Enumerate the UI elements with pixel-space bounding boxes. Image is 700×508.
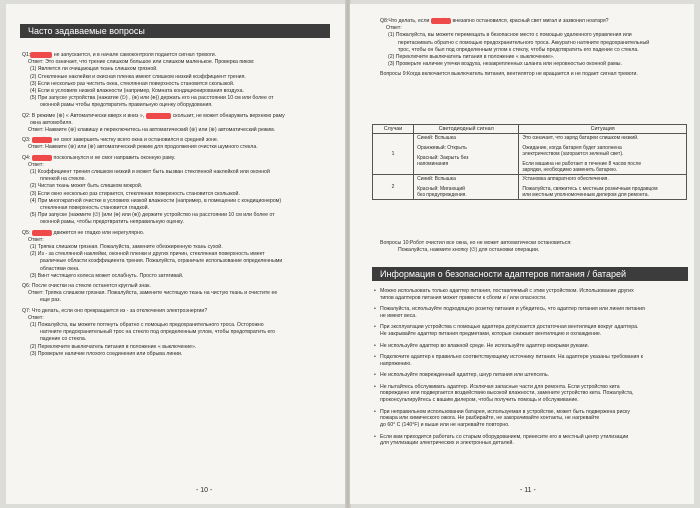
question-line [22, 230, 144, 237]
question-line [380, 18, 609, 25]
question-line [22, 283, 151, 290]
table-header-cell: Случаи [373, 125, 414, 134]
question-text: Q4: [22, 154, 32, 161]
question-text: Q8:Что делать, если [380, 18, 431, 24]
bullet-dot: • [374, 342, 376, 349]
answer-line: Ответ: [28, 236, 44, 243]
table-row [373, 134, 687, 175]
question-text: Q7: Что делать, если оно прекращается из - за отключения электроэнергии? [22, 307, 208, 314]
answer-item-line: трос, чтобы он был под определенным углом к стеклу, чтобы предотвратить его падение со стекла. [398, 46, 639, 53]
answer-item-line: (2) Из - за стеклянной наклейки, оконной пленки и других причин, стеклянная поверхность имеет [30, 251, 265, 258]
bullet-text-line: пожара или химического ожога. Не разбирайте, не закорачивайте контакты, не нагревайте [380, 415, 600, 422]
question-line [22, 113, 285, 120]
answer-item-line: (2) Чистая ткань может быть слишком мокрой. [30, 183, 143, 190]
led-signal-line: без предупреждения. [417, 192, 467, 198]
led-signal-line: Синий: Вспышка [417, 176, 456, 182]
answer-line: Ответ: [386, 25, 402, 32]
answer-item-line: (3) Если окно несколько раз стирается, стеклянная поверхность становится скользкой. [30, 190, 240, 197]
situation-line: Установка аппаратного обеспечения. [522, 176, 609, 182]
answer-item-line: оконной рамы чтобы предотвратить правильную оценку оборудования. [40, 102, 213, 109]
highlight-mark: Прибор [32, 229, 52, 236]
situation-cell [519, 175, 687, 200]
bullet-dot: • [374, 354, 376, 360]
led-signal-cell [414, 134, 519, 175]
situation-line: зарядки, необходимо заменить батарею. [522, 167, 618, 173]
bullet-text-line: При неправильном использовании батарея, используемая в устройстве, может быть подвержена риску [380, 408, 630, 415]
answer-item-line: (2) Переключите выключатель питания в положение « выключение». [30, 343, 197, 350]
answer-item-line: (1) Является ли очищающая ткань слишком грязной. [30, 66, 158, 73]
case-number: 1 [373, 134, 414, 175]
led-signal-line: Оранжевый: Открыть [417, 145, 467, 151]
bullet-dot: • [374, 288, 376, 294]
answer-item-line: областями окна. [40, 265, 80, 272]
situation-line: или местным уполномоченным дилером для ремонта. [522, 192, 649, 198]
left-page [6, 4, 346, 504]
highlight-mark: Прибор [431, 18, 451, 24]
answer-item-line: (2) Переключите выключатель питания в положение « выключение». [388, 54, 555, 60]
question-text: Вопросы 9:Когда включается выключатель питания, вентилятор не вращается и не подает сигнал тревоги. [380, 71, 638, 78]
answer-item-line: (1) Тряпка слишком грязная. Пожалуйста, замените обезжиренную ткань сухой. [30, 244, 223, 250]
bullet-dot: • [374, 306, 376, 313]
situation-line: электричеством (загорается зеленый свет). [522, 151, 624, 157]
answer-item-line: стеклянная поверхность становится гладкой. [40, 205, 150, 211]
highlight-mark: Фреймы [31, 52, 52, 58]
answer-item-line: еще раз. [40, 297, 61, 304]
answer-item-line: различные области коэффициента трения. Пожалуйста, ограничьте использование определенными [40, 258, 283, 265]
situation-line: Это означает, что заряд батареи слишком низкий. [522, 135, 639, 141]
table-header-cell: Ситуация [519, 125, 687, 134]
safety-banner: Информация о безопасности адаптеров питания / батарей [372, 267, 688, 281]
bullet-text-line: напряжению. [380, 360, 412, 367]
answer-item-line: (4) При многократной очистке в условиях низкой влажности (например, в помещении с кондиционером) [30, 197, 282, 204]
answer-line: Ответ: Нажмите (⊕) или (⊕) автоматический режим для продолжения очистки шумного стекла. [28, 144, 258, 151]
table-header-cell: Светодиодный сигнал [414, 125, 519, 134]
case-number: 2 [373, 175, 414, 200]
question-text: Q1: [22, 52, 31, 58]
bullet-text-line: проконсультируйтесь с вашим дилером, чтобы получить помощь и обслуживание. [380, 397, 579, 404]
highlight-mark: Прибор [32, 154, 52, 161]
bullet-text-line: Не используйте поврежденный адаптер, шнур питания или штепсель. [380, 372, 549, 379]
answer-item-line: (1) Пожалуйста, вы можете потянуть обратно с помощью предохранительного троса. Осторожно [30, 322, 264, 328]
led-signal-line: напоминания [417, 161, 449, 167]
question-line [22, 308, 207, 315]
answer-item-line: (1) Коэффициент трения слишком низкий и может быть вызван стеклянной наклейкой или оконной [30, 169, 270, 175]
answer-line: Ответ: Нажмите (⊕) клавишу и переключитесь на автоматический (⊕) или (⊕) автоматический режим. [28, 127, 276, 133]
question-text: скользит, не может обнаружить верхнюю раму [171, 112, 285, 119]
answer-item-line: оконной рамы, чтобы предотвратить неправильную оценку. [40, 219, 184, 226]
answer-line: Ответ: Тряпка слишком грязная. Пожалуйста, замените чистящую ткань на чистую ткань и очистите ее [28, 290, 278, 297]
question-text: Q5: [22, 229, 32, 236]
question-line [22, 52, 216, 59]
bullet-text-line: Не пытайтесь обслуживать адаптер. Исключая запасные части для ремонта. Если устройство кита [380, 383, 620, 390]
bullet-dot: • [374, 408, 376, 415]
question-text: внезапно остановился, красный свет мигал и зазвонил ноатаря? [451, 18, 609, 24]
situation-line: Если машина не работает в течение 8 часов после [522, 161, 642, 167]
highlight-mark: Окнокомп [146, 112, 171, 119]
question-text: Q2: В режиме (⊕) « Автоматически вверх и вниз », [22, 112, 146, 119]
answer-item-line: (4) Если в условиях низкой влажности (например, Комната кондиционирования воздуха. [30, 88, 244, 94]
answer-item-line: натяните предохранительный трос на стекло под определенным углом, чтобы предотвратить его [40, 329, 276, 336]
question-text: движется не гладко или нерегулярно. [52, 229, 145, 236]
bullet-dot: • [374, 324, 376, 331]
page-number-left: - 10 - [196, 487, 213, 494]
bullet-text-line: не имеют веса. [380, 313, 417, 319]
answer-item-line: пленкой на стекле. [40, 176, 86, 183]
bullet-text-line: Не закрывайте адаптер питания предметами, которые снижают вентиляцию и охлаждение. [380, 331, 602, 338]
question-line [380, 71, 638, 78]
led-signal-cell [414, 175, 519, 200]
answer-item-line: (5) При запуске устройства (нажатие (⏻) , (⊕) или (⊕)) держать его на расстоянии 10 см или более от [30, 95, 274, 102]
question-text: не смог завершить чистку всего окна и остановился в средней зоне. [52, 137, 219, 144]
bullet-dot: • [374, 383, 376, 390]
bullet-text-line: типов адаптеров питания может привести к сбоям и / или опасности. [380, 294, 547, 301]
answer-item-line: (3) Если несколько раз чистить окна, стеклянная поверхность становится скользкой. [30, 80, 235, 87]
bullet-dot: • [374, 372, 376, 379]
situation-line: Ожидание, когда батарея будет заполнена [522, 145, 622, 151]
bullet-text-line: Подключите адаптер к правильно соответствующему источнику питания. На адаптере указаны требования к [380, 354, 643, 360]
answer-item-line: (3) Винт чистящего колеса может ослабнуть. Просто затягивай. [30, 272, 184, 279]
bullet-text-line: При эксплуатации устройства с помощью адаптера допускается достаточная вентиляция вокруг адаптера. [380, 324, 639, 331]
page-number-right: - 11 - [520, 487, 536, 494]
answer-line: Ответ: Это означает, что трение слишком большое или слишком маленькое. Проверка пиков: [28, 59, 255, 66]
question-line [380, 240, 572, 247]
led-signal-line: Красный: Мигающий [417, 186, 465, 192]
question-text: поскользнулся и не смог направить оконную раму. [52, 154, 176, 161]
question-text: Q6: После очистки на стекле останется круглый знак. [22, 283, 151, 289]
question-line [22, 155, 175, 162]
situation-table [372, 124, 687, 200]
question-text: Вопросы 10:Робот очистил все окна, но не может автоматически остановиться: [380, 240, 572, 246]
bullet-text-line: Можно использовать только адаптер питания, поставляемый с этим устройством. Использование других [380, 288, 634, 294]
table-row [373, 175, 687, 200]
bullet-text-line: Если вам приходится работать со старым оборудованием, принесите его в местный центр утилизации [380, 433, 629, 440]
answer-item-line: (1) Пожалуйста, вы можете перемещать в безопасное место с помощью удаленного управления или [388, 32, 632, 39]
bullet-text-line: до 60° C (140°F) и выше или не нагревайте повторно. [380, 422, 510, 429]
question-text: не запускается, и в начале самоконтроля подается сигнал тревоги. [52, 52, 217, 58]
bullet-text-line: Не используйте адаптер во влажной среде. Не используйте адаптер мокрыми руками. [380, 342, 589, 349]
question-text: Q3: [22, 137, 32, 144]
answer-item-line: окна автомобиля. [30, 119, 73, 126]
answer-item-line: (3) Проверьте наличие плохого соединения или обрыва линии. [30, 350, 183, 357]
situation-line: Пожалуйста, свяжитесь с местным розничным продавцом [522, 186, 658, 192]
faq-banner: Часто задаваемые вопросы [20, 24, 330, 38]
situation-cell [519, 134, 687, 175]
highlight-mark: Прибор [32, 137, 52, 144]
bullet-text-line: повреждено или подвергается воздействию высокой влажности, замените устройство кита. Пожалуйста, [380, 390, 634, 397]
bullet-text-line: Пожалуйста, используйте подходящую розетку питания и убедитесь, что адаптер питания или линия питания [380, 306, 645, 313]
bullet-dot: • [374, 433, 376, 440]
answer-item-line: (5) При запуске (нажмите (⏻) (или (⊕) или (⊕)) держите устройство на расстоянии 10 см или более от [30, 212, 275, 219]
answer-item-line: перетаскивать обратно с помощью предохранительного троса. Аккуратно натяните предохранительный [398, 39, 650, 46]
right-page [350, 4, 694, 504]
answer-item-line: (2) Стеклянные наклейки и окисная пленка имеют слишком низкий коэффициент трения. [30, 73, 246, 80]
answer-item-line: (3) Проверьте наличие утечки воздуха, незакрепленных шланга или неровностью оконной рамы. [388, 61, 622, 68]
bullet-text-line: для утилизации электрических и электронных деталей. [380, 440, 514, 447]
led-signal-line: Синий: Вспышка [417, 135, 456, 141]
answer-line: Ответ: [28, 314, 44, 321]
answer-item-line: Пожалуйста, нажмите кнопку (⏻) для остановки операции. [398, 247, 540, 254]
answer-line: Ответ: [28, 161, 44, 168]
led-signal-line: Красный: Закрыть без [417, 155, 469, 161]
answer-item-line: падение со стекла. [40, 336, 87, 343]
